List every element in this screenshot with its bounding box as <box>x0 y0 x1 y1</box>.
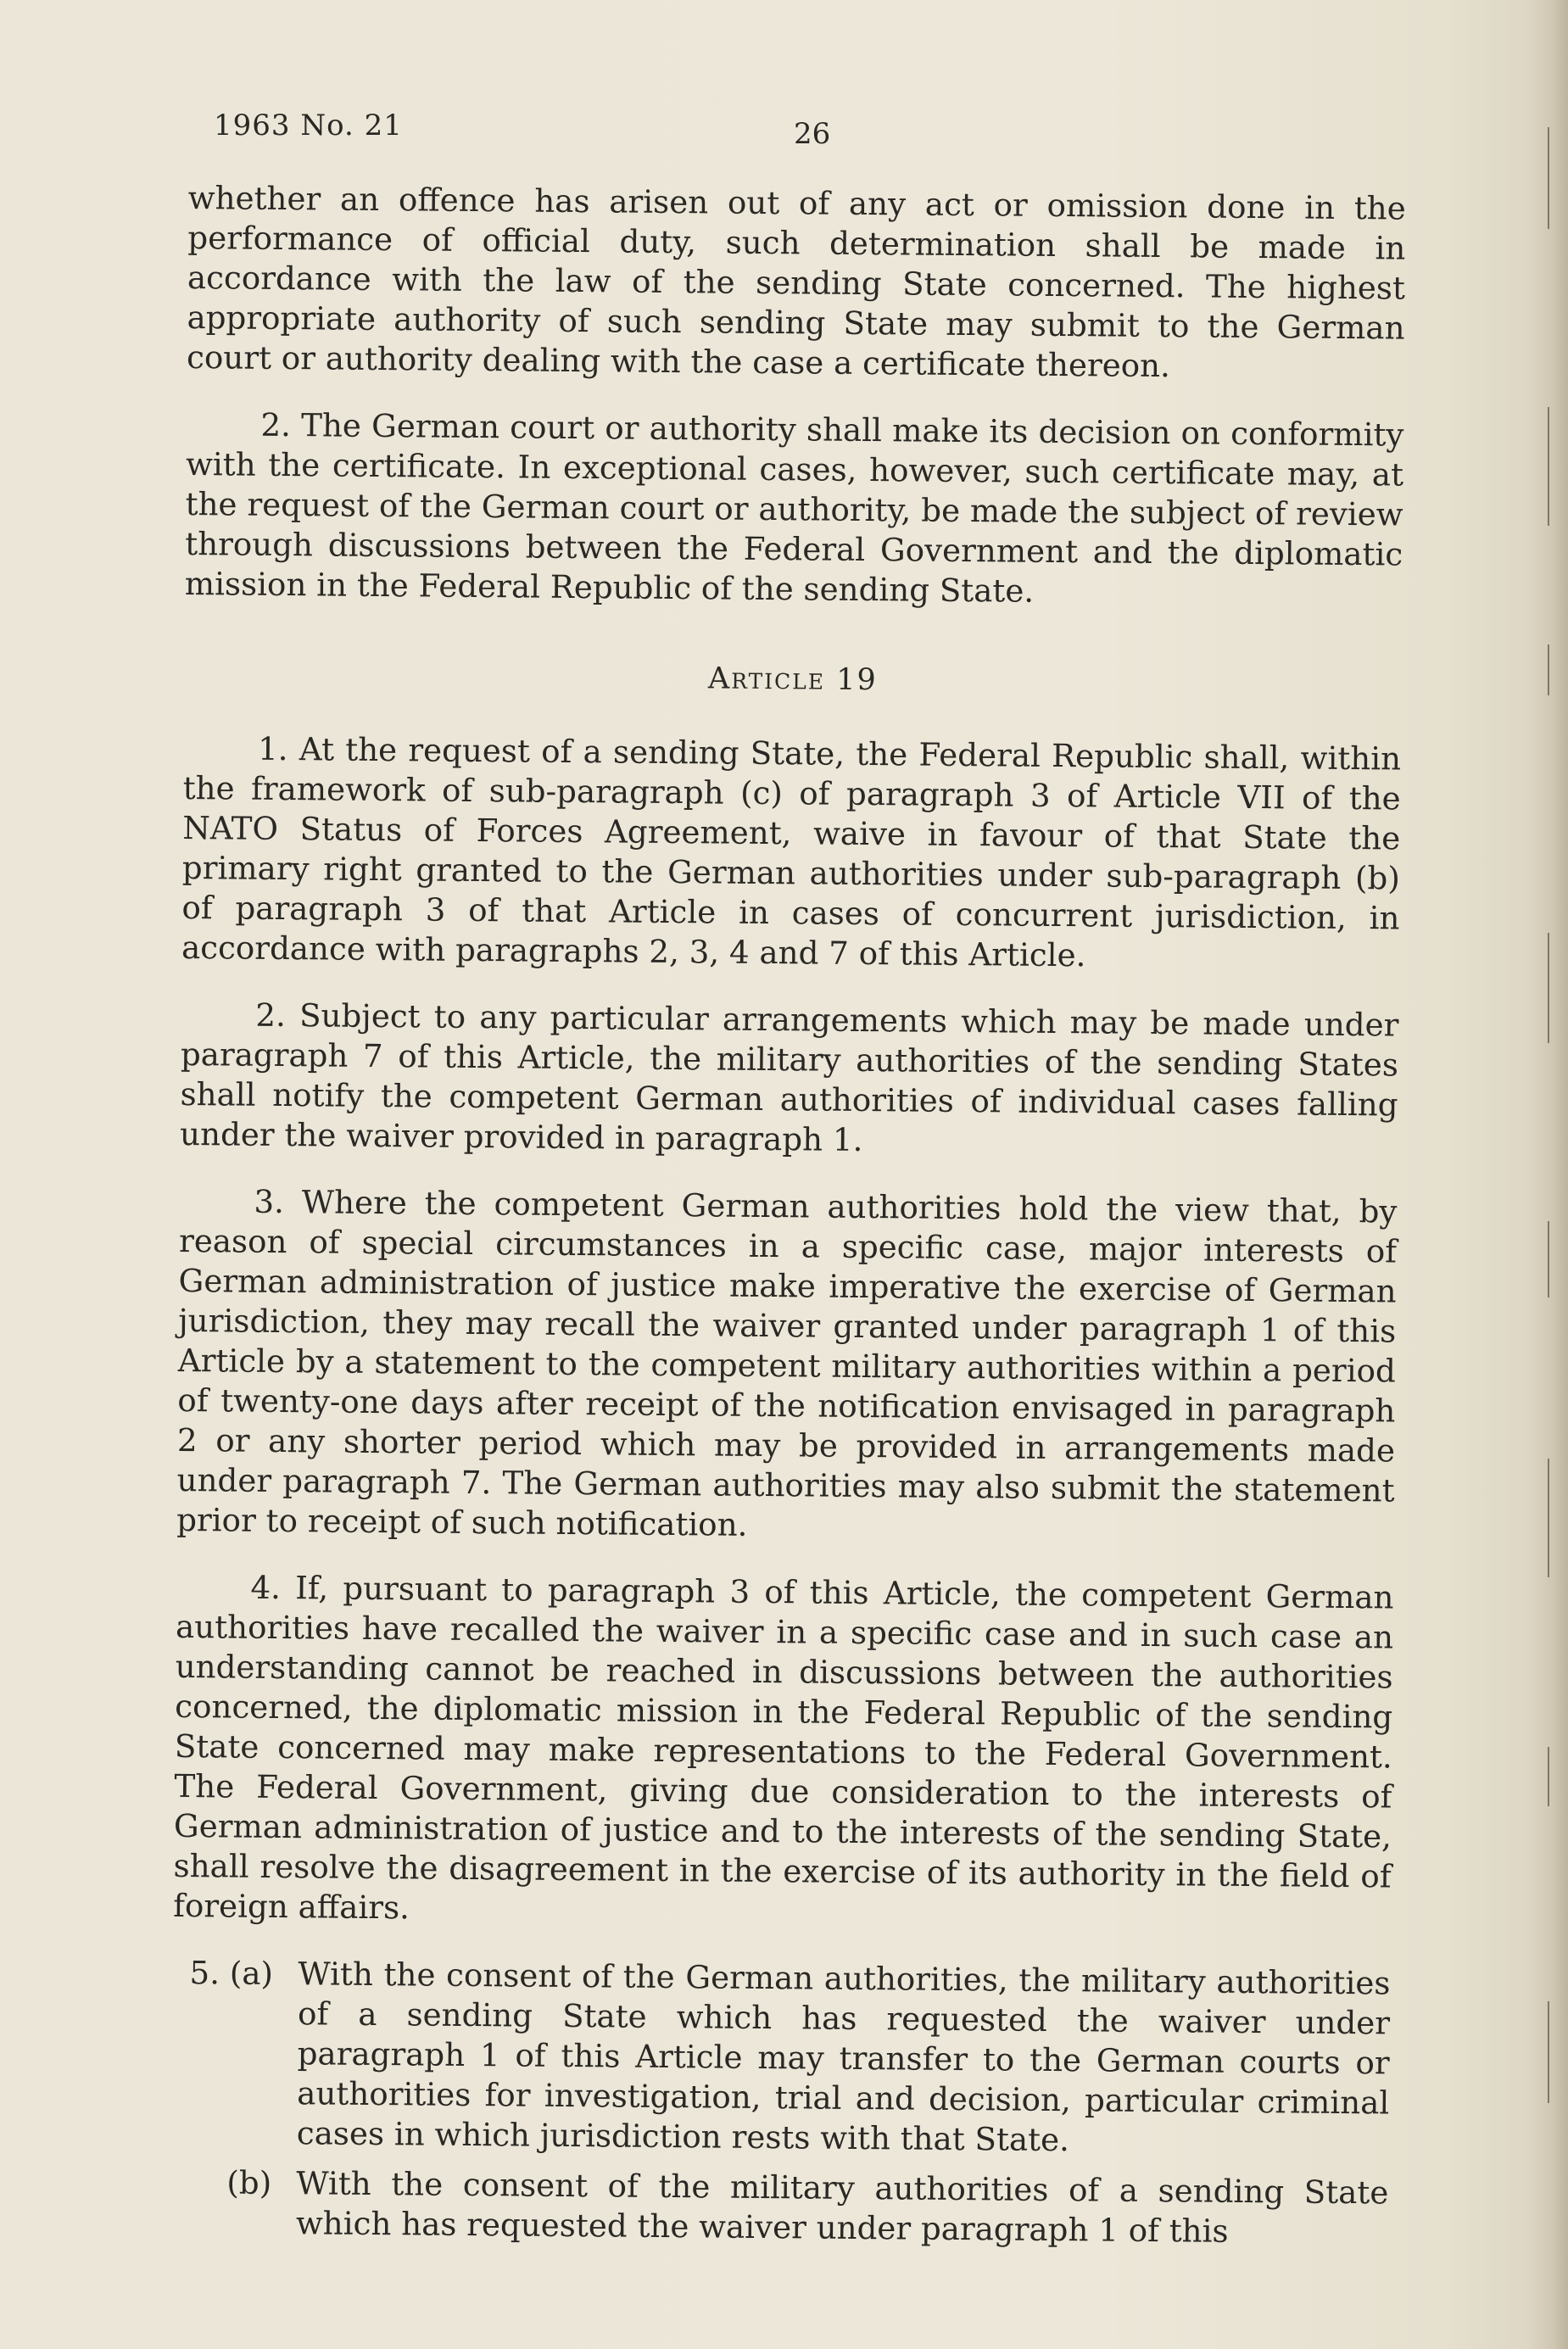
article-19-paragraph-5a <box>171 1953 1391 2163</box>
page-header <box>214 109 1401 151</box>
binding-thread <box>1548 933 1549 1043</box>
binding-thread <box>1548 644 1549 695</box>
article-heading: Article 19 <box>707 661 878 698</box>
binding-thread <box>1548 1221 1549 1297</box>
binding-thread <box>1548 407 1549 526</box>
statute-reference: 1963 No. 21 <box>214 109 403 142</box>
article-19-paragraph-4: 4. If, pursuant to paragraph 3 of this Article, the competent German authorities have recalled the waiver in a specific case and in such case an understanding cannot be reached in discussions between the authorities concerned, the diplomatic mission in the Federal Republic of the sending State concerned may make representations to the Federal Government. The Federal Government, giving due consideration to the interests of German administration of justice and to the interests of the sending State, shall resolve the disagreement in the exercise of its authority in the field of foreign affairs. <box>173 1568 1394 1927</box>
book-spine <box>1531 0 1568 2349</box>
item-text: With the consent of the military authorities of a sending State which has requested the waiver under paragraph 1 of this <box>295 2164 1389 2250</box>
binding-thread <box>1548 1459 1549 1577</box>
document-body <box>170 178 1406 2263</box>
paragraph-2: 2. The German court or authority shall make its decision on conformity with the certificate. In exceptional cases, however, such certificate may, at the request of the German court or authority, be made the subject of review through discussions between the Federal Government and the diplomatic mission in the Federal Republic of the sending State. <box>184 405 1404 610</box>
item-marker: (b) <box>226 2163 272 2201</box>
item-text: With the consent of the German authorities, the military authorities of a sending State which has requested the waiver under paragraph 1 of this Article may transfer to the German courts or authorities for investigation, trial and decision, particular criminal cases in which jurisdiction rests with that State. <box>296 1955 1391 2159</box>
continued-paragraph: whether an offence has arisen out of any act or omission done in the performance of official duty, such determination shall be made in accordance with the law of the sending State concerned. The highest appropriate authority of such sending State may submit to the German court or authority dealing with the case a certificate thereon. <box>186 178 1406 385</box>
item-marker: 5. (a) <box>189 1954 274 1992</box>
article-19-paragraph-3: 3. Where the competent German authorities hold the view that, by reason of special circumstances in a specific case, major interests of German administration of justice make imperative the exercise of German jurisdiction, they may recall the waiver granted under paragraph 1 of this Article by a statement to the competent military authorities within a period of twenty-one days after receipt of the notification envisaged in paragraph 2 or any shorter period which may be provided in arrangements made under paragraph 7. The German authorities may also submit the statement prior to receipt of such notification. <box>176 1182 1398 1543</box>
binding-thread <box>1548 2001 1549 2103</box>
article-19-paragraph-2: 2. Subject to any particular arrangements which may be made under paragraph 7 of this Article, the military authorities of the sending States shall notify the competent German authorities of individual cases falling under the waiver provided in paragraph 1. <box>179 996 1399 1158</box>
binding-thread <box>1548 127 1549 229</box>
binding-thread <box>1548 1747 1549 1806</box>
article-19-paragraph-5b <box>170 2162 1389 2253</box>
page-number: 26 <box>794 117 831 151</box>
article-19-paragraph-1: 1. At the request of a sending State, the Federal Republic shall, within the framework of sub-paragraph (c) of paragraph 3 of Article VII of the NATO Status of Forces Agreement, waive in favour of that State the primary right granted to the German authorities under sub-paragraph (b) of paragraph 3 of that Article in cases of concurrent jurisdiction, in accordance with paragraphs 2, 3, 4 and 7 of this Article. <box>181 729 1402 974</box>
